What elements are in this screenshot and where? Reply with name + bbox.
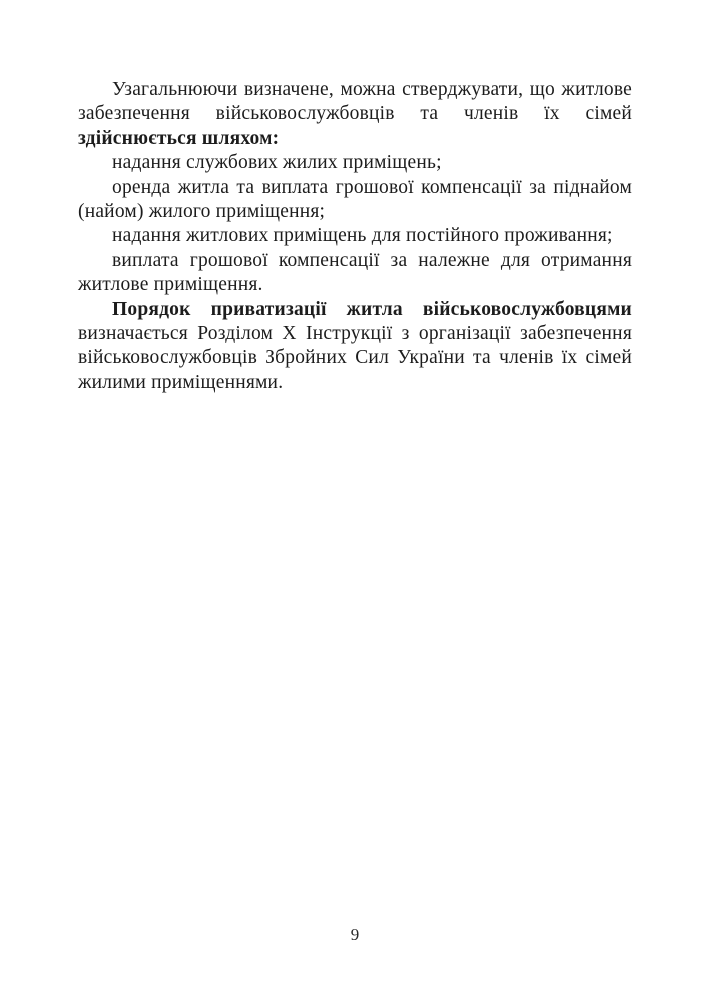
text-run: Узагальнюючи визначене, можна стверджувати, що житлове забезпечення військовослужбовців та членів їх сімей bbox=[78, 79, 632, 125]
paragraph-intro bbox=[78, 78, 632, 151]
paragraph-privatization bbox=[78, 298, 632, 396]
text-run-bold: Порядок приватизації житла військовослужбовцями bbox=[112, 298, 632, 320]
text-block bbox=[78, 78, 632, 395]
list-item: надання службових жилих приміщень; bbox=[112, 152, 442, 174]
list-item: надання житлових приміщень для постійного проживання; bbox=[112, 225, 613, 247]
text-run: визначається Розділом X Інструкції з організації забезпечення військовослужбовців Збройних Сил України та членів їх сімей жилими приміщеннями. bbox=[78, 323, 632, 393]
text-run-bold: здійснюється шляхом: bbox=[78, 127, 280, 149]
list-item: виплата грошової компенсації за належне для отримання житлове приміщення. bbox=[78, 249, 632, 296]
page-number: 9 bbox=[350, 925, 360, 944]
list-item: оренда житла та виплата грошової компенсації за піднайом (найом) жилого приміщення; bbox=[78, 176, 632, 223]
